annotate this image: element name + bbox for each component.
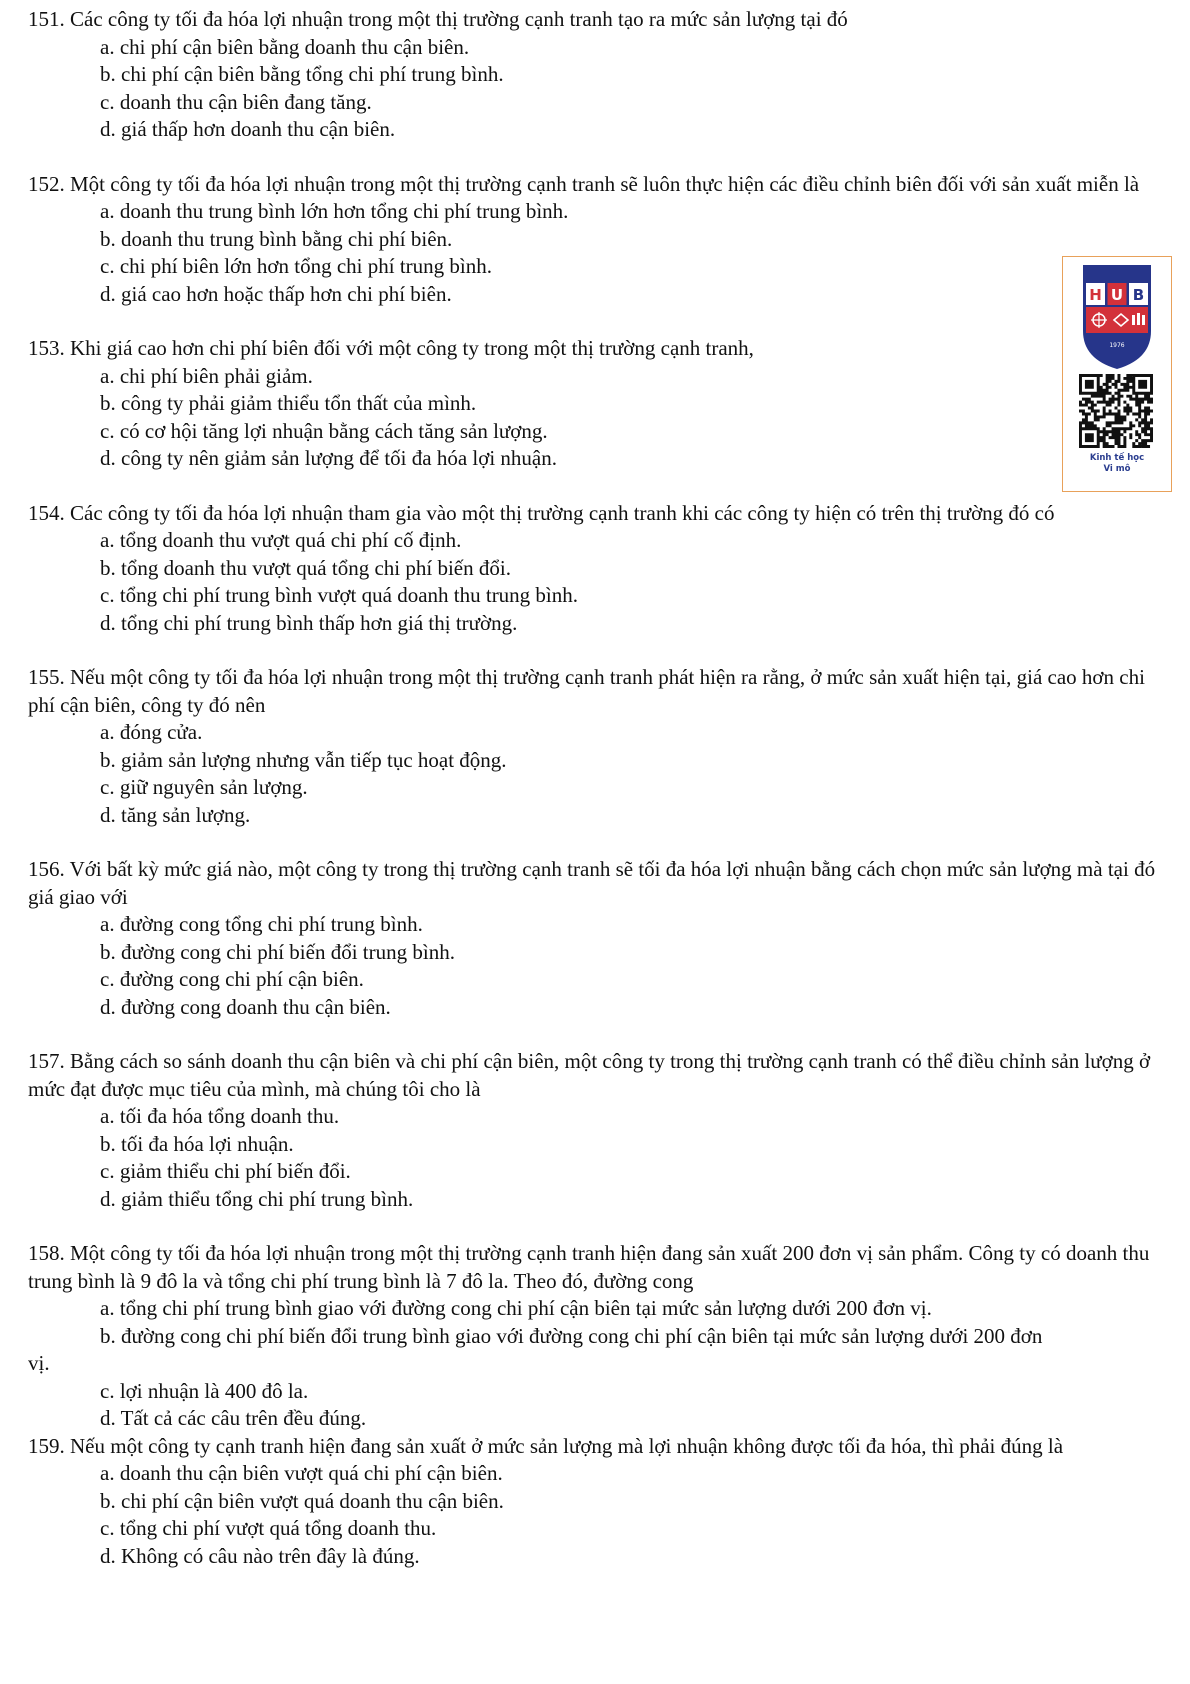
qr-code-icon — [1079, 374, 1153, 448]
option-b: b. tối đa hóa lợi nhuận. — [100, 1131, 294, 1156]
hub-logo-card — [1062, 256, 1172, 492]
question-stem: 159. Nếu một công ty cạnh tranh hiện đang sản xuất ở mức sản lượng mà lợi nhuận không được tối đa hóa, thì phải đúng là — [28, 1433, 1064, 1458]
question-stem: 152. Một công ty tối đa hóa lợi nhuận trong một thị trường cạnh tranh sẽ luôn thực hiện các điều chỉnh biên đối với sản xuất miễn là — [28, 171, 1140, 196]
option-d: d. giảm thiểu tổng chi phí trung bình. — [100, 1186, 414, 1211]
option-d: d. Tất cả các câu trên đều đúng. — [100, 1406, 367, 1430]
option-d: d. công ty nên giảm sản lượng để tối đa hóa lợi nhuận. — [100, 446, 558, 470]
option-c: c. tổng chi phí trung bình vượt quá doanh thu trung bình. — [100, 583, 579, 607]
option-a: a. đường cong tổng chi phí trung bình. — [100, 912, 423, 936]
option-c: c. có cơ hội tăng lợi nhuận bằng cách tăng sản lượng. — [100, 418, 548, 443]
option-b: b. giảm sản lượng nhưng vẫn tiếp tục hoạt động. — [100, 747, 507, 772]
document-page — [28, 6, 1168, 1570]
option-a: a. tổng chi phí trung bình giao với đường cong chi phí cận biên tại mức sản lượng dưới 200 đơn vị. — [100, 1296, 932, 1320]
option-b: b. đường cong chi phí biến đổi trung bình. — [100, 939, 455, 964]
hub-shield-logo-icon — [1081, 263, 1153, 371]
question-157 — [28, 1048, 1168, 1213]
question-stem: 154. Các công ty tối đa hóa lợi nhuận tham gia vào một thị trường cạnh tranh khi các công ty hiện có trên thị trường đó có — [28, 500, 1055, 525]
option-b: b. công ty phải giảm thiểu tổn thất của mình. — [100, 391, 477, 415]
logo-caption-line1: Kinh tế học — [1089, 453, 1145, 463]
option-d: d. đường cong doanh thu cận biên. — [100, 994, 391, 1019]
question-156 — [28, 856, 1168, 1021]
option-b: b. chi phí cận biên vượt quá doanh thu cận biên. — [100, 1488, 504, 1513]
question-stem: 158. Một công ty tối đa hóa lợi nhuận trong một thị trường cạnh tranh hiện đang sản xuất 200 đơn vị sản phẩm. Công ty có doanh thu trung bình là 9 đô la và tổng chi phí trung bình là 7 đô la. Theo đó, đường cong — [28, 1241, 1150, 1293]
option-a: a. tối đa hóa tổng doanh thu. — [100, 1104, 340, 1128]
option-c: c. giữ nguyên sản lượng. — [100, 775, 308, 799]
option-d: d. giá cao hơn hoặc thấp hơn chi phí biên. — [100, 281, 452, 306]
question-155 — [28, 664, 1168, 829]
question-152 — [28, 171, 1168, 309]
question-stem: 153. Khi giá cao hơn chi phí biên đối với một công ty trong một thị trường cạnh tranh, — [28, 336, 754, 360]
option-a: a. doanh thu cận biên vượt quá chi phí cận biên. — [100, 1461, 503, 1485]
option-c: c. đường cong chi phí cận biên. — [100, 967, 364, 991]
option-a: a. đóng cửa. — [100, 720, 203, 744]
option-c: c. doanh thu cận biên đang tăng. — [100, 89, 372, 114]
option-d: d. Không có câu nào trên đây là đúng. — [100, 1543, 420, 1568]
logo-letter-u: U — [1110, 286, 1124, 304]
question-stem: 155. Nếu một công ty tối đa hóa lợi nhuận trong một thị trường cạnh tranh phát hiện ra rằng, ở mức sản xuất hiện tại, giá cao hơn chi phí cận biên, công ty đó nên — [28, 665, 1145, 717]
logo-year: 1976 — [1109, 342, 1125, 349]
option-b: b. doanh thu trung bình bằng chi phí biên. — [100, 226, 453, 251]
question-158 — [28, 1240, 1168, 1433]
option-b: b. tổng doanh thu vượt quá tổng chi phí biến đổi. — [100, 555, 511, 580]
logo-letter-h: H — [1089, 286, 1102, 304]
option-c: c. giảm thiểu chi phí biến đổi. — [100, 1159, 351, 1183]
option-b-continuation: vị. — [28, 1351, 50, 1375]
logo-letter-b: B — [1132, 286, 1145, 304]
option-a: a. chi phí biên phải giảm. — [100, 363, 313, 388]
option-a: a. chi phí cận biên bằng doanh thu cận biên. — [100, 34, 470, 59]
option-c: c. lợi nhuận là 400 đô la. — [100, 1378, 309, 1403]
option-a: a. tổng doanh thu vượt quá chi phí cố định. — [100, 528, 462, 552]
question-159 — [28, 1433, 1168, 1571]
option-b: b. chi phí cận biên bằng tổng chi phí trung bình. — [100, 62, 504, 86]
option-b: b. đường cong chi phí biến đổi trung bình giao với đường cong chi phí cận biên tại mức sản lượng dưới 200 đơn — [100, 1323, 1043, 1348]
question-stem: 151. Các công ty tối đa hóa lợi nhuận trong một thị trường cạnh tranh tạo ra mức sản lượng tại đó — [28, 7, 848, 31]
option-c: c. chi phí biên lớn hơn tổng chi phí trung bình. — [100, 254, 492, 278]
question-151 — [28, 6, 1168, 144]
question-stem: 156. Với bất kỳ mức giá nào, một công ty trong thị trường cạnh tranh sẽ tối đa hóa lợi nhuận bằng cách chọn mức sản lượng mà tại đó giá giao với — [28, 857, 1156, 909]
logo-caption-line2: Vi mô — [1103, 464, 1131, 474]
option-a: a. doanh thu trung bình lớn hơn tổng chi phí trung bình. — [100, 199, 569, 223]
question-153 — [28, 335, 1168, 473]
option-c: c. tổng chi phí vượt quá tổng doanh thu. — [100, 1516, 437, 1540]
question-154 — [28, 500, 1168, 638]
option-d: d. giá thấp hơn doanh thu cận biên. — [100, 117, 396, 141]
question-stem: 157. Bằng cách so sánh doanh thu cận biên và chi phí cận biên, một công ty trong thị trường cạnh tranh có thể điều chỉnh sản lượng ở mức đạt được mục tiêu của mình, mà chúng tôi cho là — [28, 1049, 1151, 1101]
option-d: d. tổng chi phí trung bình thấp hơn giá thị trường. — [100, 610, 518, 635]
option-d: d. tăng sản lượng. — [100, 802, 251, 827]
